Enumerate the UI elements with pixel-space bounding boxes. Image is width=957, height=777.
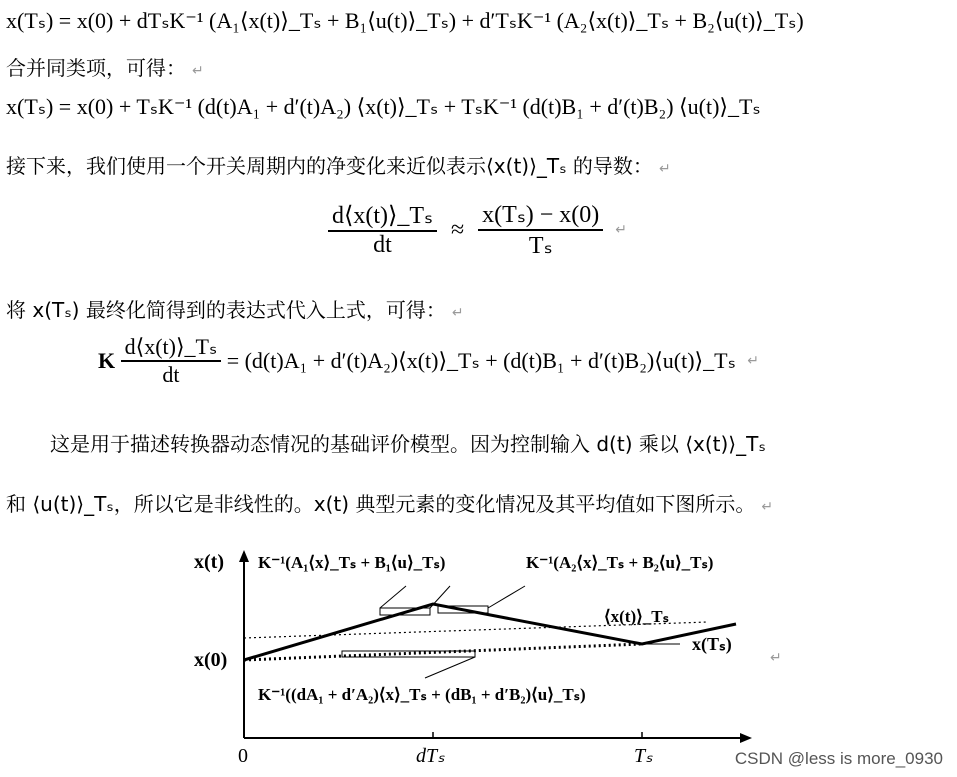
paragraph-line-2 <box>6 488 773 517</box>
final-numerator: d⟨x(t)⟩_Tₛ <box>121 334 222 362</box>
slope1-leader <box>380 586 406 608</box>
y-axis-label: x(t) <box>194 551 224 573</box>
slope1-label: K⁻¹(A₁⟨x⟩_Tₛ + B₁⟨u⟩_Tₛ) <box>258 553 446 572</box>
text-line-1-content: 合并同类项，可得： <box>6 56 186 80</box>
rhs-fraction <box>478 200 603 260</box>
final-denominator: dt <box>162 362 180 387</box>
final-prefix: K <box>98 348 116 373</box>
final-fraction <box>121 334 222 388</box>
avg-slope-label: K⁻¹((dA₁ + d′A₂)⟨x⟩_Tₛ + (dB₁ + d′B₂)⟨u⟩_Tₛ) <box>258 685 586 704</box>
paragraph-mark-icon: ↵ <box>658 161 671 177</box>
paragraph-mark-icon: ↵ <box>615 222 628 238</box>
rhs-denominator: Tₛ <box>528 233 553 259</box>
text-line-2-content: 接下来，我们使用一个开关周期内的净变化来近似表示⟨x(t)⟩_Tₛ 的导数： <box>6 154 653 178</box>
paragraph-line-1 <box>50 428 766 457</box>
lhs-fraction <box>328 201 437 259</box>
waveform-diagram <box>180 538 780 774</box>
slope2-label: K⁻¹(A₂⟨x⟩_Tₛ + B₂⟨u⟩_Tₛ) <box>526 553 714 572</box>
approx-operator: ≈ <box>451 216 465 243</box>
lhs-numerator: d⟨x(t)⟩_Tₛ <box>328 201 437 232</box>
paragraph-mark-icon: ↵ <box>451 305 464 321</box>
origin-label: 0 <box>238 745 248 767</box>
paragraph-mark-icon: ↵ <box>747 353 760 369</box>
dts-label: dTₛ <box>416 745 445 767</box>
slope2-leader <box>488 586 525 608</box>
linear-approx-line <box>244 644 642 660</box>
rhs-numerator: x(Tₛ) − x(0) <box>478 200 603 231</box>
x0-label: x(0) <box>194 649 228 671</box>
xts-label: x(Tₛ) <box>692 634 732 654</box>
paragraph-mark-icon: ↵ <box>192 63 204 79</box>
lhs-denominator: dt <box>373 232 392 258</box>
ts-label: Tₛ <box>634 745 653 767</box>
equation-1 <box>6 8 804 34</box>
derivative-approximation <box>328 200 627 260</box>
x-axis-arrow-icon <box>740 733 752 743</box>
equation-2-text: x(Tₛ) = x(0) + TₛK⁻¹ (d(t)A₁ + d′(t)A₂) ⟨x(t)⟩_Tₛ + TₛK⁻¹ (d(t)B₁ + d′(t)B₂) ⟨u(t)⟩_Tₛ <box>6 94 761 119</box>
text-line-1 <box>6 52 204 81</box>
paragraph-line-2-content: 和 ⟨u(t)⟩_Tₛ，所以它是非线性的。x(t) 典型元素的变化情况及其平均值如下图所示。 <box>6 492 756 516</box>
watermark-text: CSDN @less is more_0930 <box>734 749 943 768</box>
y-axis-arrow-icon <box>239 550 249 562</box>
avg-slope-leader <box>425 657 475 678</box>
text-line-2 <box>6 150 671 179</box>
final-model-equation <box>98 334 759 388</box>
avg-label: ⟨x(t)⟩_Tₛ <box>604 607 669 626</box>
paragraph-mark-icon: ↵ <box>761 499 774 515</box>
paragraph-mark-icon: ↵ <box>770 651 782 666</box>
equation-1-text: x(Tₛ) = x(0) + dTₛK⁻¹ (A₁⟨x(t)⟩_Tₛ + B₁⟨u(t)⟩_Tₛ) + d′TₛK⁻¹ (A₂⟨x(t)⟩_Tₛ + B₂⟨u(t)⟩_Tₛ) <box>6 8 804 33</box>
equation-2 <box>6 94 761 120</box>
watermark <box>735 749 943 769</box>
final-rhs: = (d(t)A₁ + d′(t)A₂)⟨x(t)⟩_Tₛ + (d(t)B₁ + d′(t)B₂)⟨u(t)⟩_Tₛ <box>226 348 736 373</box>
text-line-3-content: 将 x(Tₛ) 最终化简得到的表达式代入上式，可得： <box>6 298 446 322</box>
paragraph-line-1-content: 这是用于描述转换器动态情况的基础评价模型。因为控制输入 d(t) 乘以 ⟨x(t)⟩_Tₛ <box>50 432 766 456</box>
text-line-3 <box>6 294 464 323</box>
